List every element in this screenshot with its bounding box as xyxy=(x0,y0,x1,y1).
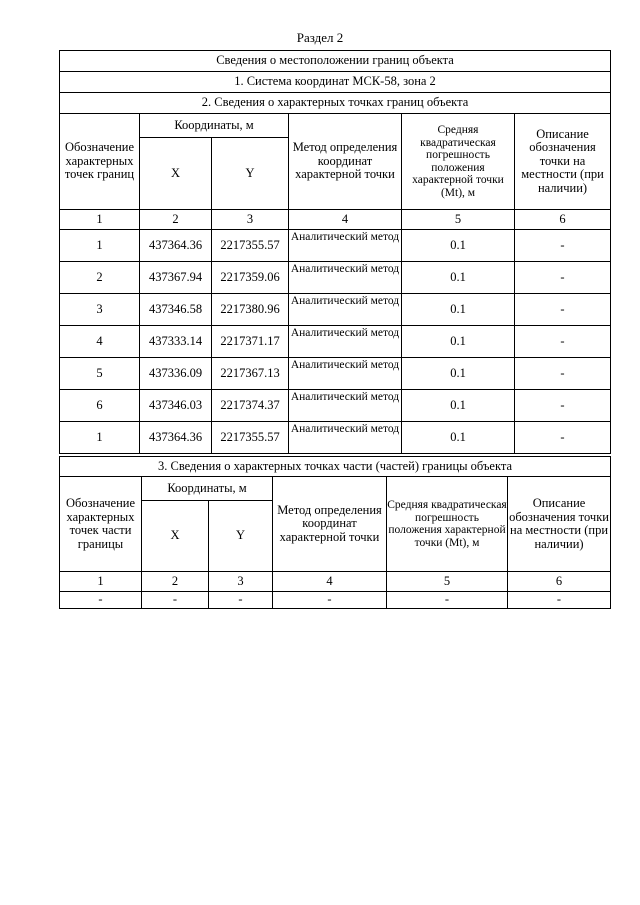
column-number: 3 xyxy=(212,210,289,230)
method: Аналитический метод xyxy=(289,294,402,326)
coord-x: 437364.36 xyxy=(140,422,212,454)
column-number: 2 xyxy=(142,572,209,592)
table-row xyxy=(60,390,611,422)
point-id: 6 xyxy=(60,390,140,422)
description: - xyxy=(515,326,611,358)
boundary-part-points-table xyxy=(59,456,611,609)
point-id: 5 xyxy=(60,358,140,390)
header-coordinates: Координаты, м xyxy=(142,477,273,501)
mt-value: 0.1 xyxy=(402,358,515,390)
column-numbers-row xyxy=(60,210,611,230)
header-y: Y xyxy=(209,501,273,572)
mt-value: 0.1 xyxy=(402,230,515,262)
description: - xyxy=(515,262,611,294)
column-number: 1 xyxy=(60,210,140,230)
point-id: - xyxy=(60,592,142,609)
table-row xyxy=(60,294,611,326)
boundary-points-table xyxy=(59,50,611,454)
coord-x: 437336.09 xyxy=(140,358,212,390)
column-number: 4 xyxy=(289,210,402,230)
header-description: Описание обозначения точки на местности (при наличии) xyxy=(515,114,611,210)
description: - xyxy=(515,294,611,326)
mt-value: 0.1 xyxy=(402,422,515,454)
header-method: Метод определения координат характерной точки xyxy=(273,477,387,572)
column-number: 3 xyxy=(209,572,273,592)
method: Аналитический метод xyxy=(289,326,402,358)
table-row xyxy=(60,262,611,294)
header-coordinates: Координаты, м xyxy=(140,114,289,138)
header-x: X xyxy=(142,501,209,572)
description: - xyxy=(515,230,611,262)
description: - xyxy=(508,592,611,609)
coord-y: 2217374.37 xyxy=(212,390,289,422)
method: Аналитический метод xyxy=(289,262,402,294)
header-error: Средняя квадратическая погрешность положения характерной точки (Mt), м xyxy=(387,477,508,572)
header-y: Y xyxy=(212,138,289,210)
mt-value: 0.1 xyxy=(402,326,515,358)
method: - xyxy=(273,592,387,609)
coord-y: 2217380.96 xyxy=(212,294,289,326)
column-number: 6 xyxy=(508,572,611,592)
coord-y: 2217355.57 xyxy=(212,230,289,262)
coord-y: - xyxy=(209,592,273,609)
coord-x: 437333.14 xyxy=(140,326,212,358)
column-number: 5 xyxy=(387,572,508,592)
header-description: Описание обозначения точки на местности (при наличии) xyxy=(508,477,611,572)
mt-value: - xyxy=(387,592,508,609)
coord-x: 437364.36 xyxy=(140,230,212,262)
point-id: 2 xyxy=(60,262,140,294)
coord-y: 2217355.57 xyxy=(212,422,289,454)
header-designation: Обозначение характерных точек части границы xyxy=(60,477,142,572)
mt-value: 0.1 xyxy=(402,294,515,326)
description: - xyxy=(515,422,611,454)
column-number: 6 xyxy=(515,210,611,230)
point-id: 3 xyxy=(60,294,140,326)
table-row xyxy=(60,326,611,358)
coord-x: - xyxy=(142,592,209,609)
coord-system: 1. Система координат МСК-58, зона 2 xyxy=(60,72,611,93)
coord-y: 2217371.17 xyxy=(212,326,289,358)
header-error: Средняя квадратическая погрешность положения характерной точки (Mt), м xyxy=(402,114,515,210)
method: Аналитический метод xyxy=(289,390,402,422)
column-number: 2 xyxy=(140,210,212,230)
section-title: Раздел 2 xyxy=(296,30,344,45)
column-number: 4 xyxy=(273,572,387,592)
header-designation: Обозначение характерных точек границ xyxy=(60,114,140,210)
coord-y: 2217367.13 xyxy=(212,358,289,390)
coord-x: 437367.94 xyxy=(140,262,212,294)
table-row xyxy=(60,358,611,390)
section-header: 2. Сведения о характерных точках границ объекта xyxy=(60,93,611,114)
column-numbers-row xyxy=(60,572,611,592)
method: Аналитический метод xyxy=(289,422,402,454)
point-id: 1 xyxy=(60,230,140,262)
table-title: Сведения о местоположении границ объекта xyxy=(60,51,611,72)
coord-x: 437346.03 xyxy=(140,390,212,422)
header-method: Метод определения координат характерной точки xyxy=(289,114,402,210)
description: - xyxy=(515,358,611,390)
mt-value: 0.1 xyxy=(402,262,515,294)
coord-y: 2217359.06 xyxy=(212,262,289,294)
point-id: 4 xyxy=(60,326,140,358)
section-header: 3. Сведения о характерных точках части (частей) границы объекта xyxy=(60,457,611,477)
method: Аналитический метод xyxy=(289,230,402,262)
column-number: 1 xyxy=(60,572,142,592)
mt-value: 0.1 xyxy=(402,390,515,422)
point-id: 1 xyxy=(60,422,140,454)
column-number: 5 xyxy=(402,210,515,230)
method: Аналитический метод xyxy=(289,358,402,390)
coord-x: 437346.58 xyxy=(140,294,212,326)
header-x: X xyxy=(140,138,212,210)
description: - xyxy=(515,390,611,422)
table-row xyxy=(60,230,611,262)
table-row xyxy=(60,592,611,609)
table-row xyxy=(60,422,611,454)
